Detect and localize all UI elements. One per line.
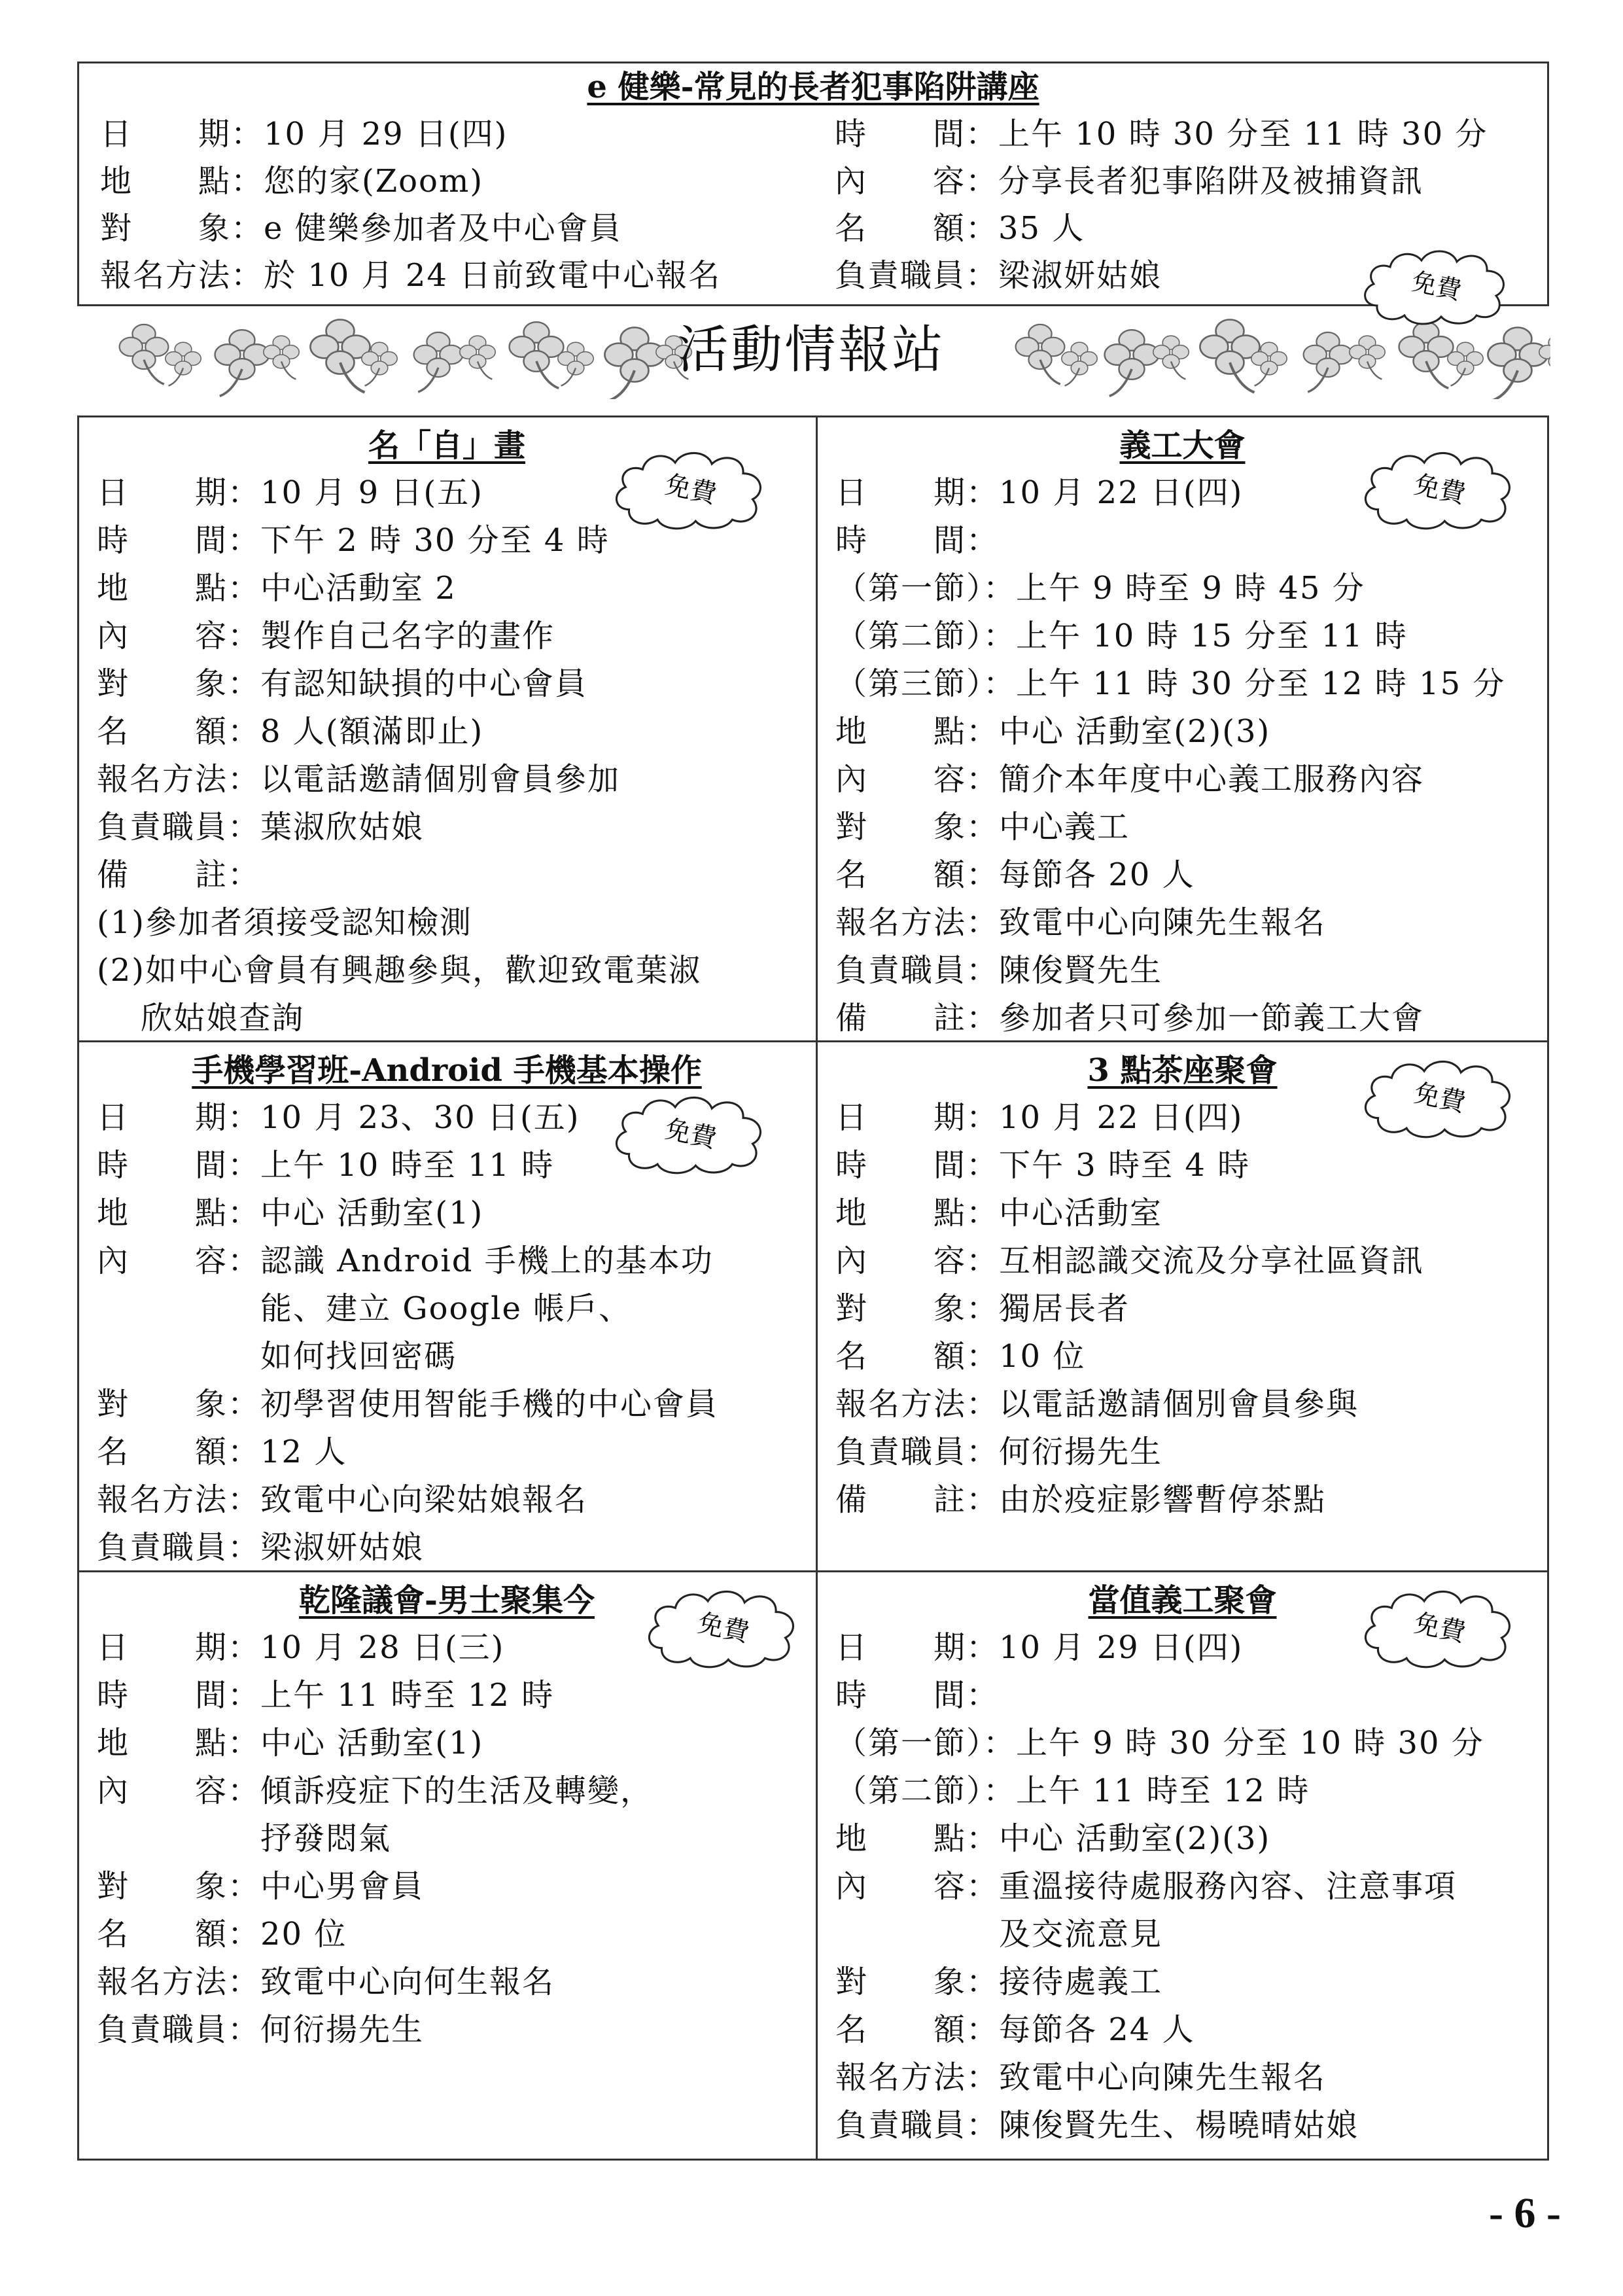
free-badge-event	[1357, 1583, 1521, 1672]
event-detail-line: 負責職員：葉淑欣姑娘	[97, 809, 425, 845]
event-title-text: 手機學習班-Android 手機基本操作	[192, 1052, 702, 1089]
event-detail-line: 時 間：下午 2 時 30 分至 4 時	[97, 522, 610, 559]
event-detail-line: 如何找回密碼	[97, 1338, 457, 1375]
free-badge-label: 免費	[1409, 266, 1464, 306]
event-detail-line: 名 額：12 人	[97, 1434, 347, 1470]
event-detail-line: 名 額：20 位	[97, 1916, 347, 1952]
event-title-text: 乾隆議會-男士聚集今	[299, 1582, 595, 1619]
event-detail-line: 名 額：8 人(額滿即止)	[97, 713, 484, 750]
page-number: - 6 -	[1489, 2189, 1561, 2237]
free-badge-event	[1357, 445, 1521, 533]
event-detail-line: 負責職員：陳俊賢先生	[835, 952, 1163, 989]
event-detail-line: 時 間：	[835, 522, 1000, 559]
top-event-detail-left: 日 期：10 月 29 日(四)	[100, 116, 508, 152]
event-detail-line: 報名方法：致電中心向梁姑娘報名	[97, 1481, 588, 1518]
event-detail-line: 對 象：中心義工	[835, 809, 1130, 845]
event-detail-line: 對 象：中心男會員	[97, 1868, 425, 1905]
free-badge-event	[641, 1583, 805, 1672]
top-event-box	[77, 62, 1549, 306]
free-badge-label: 免費	[695, 1608, 752, 1648]
event-title-text: 義工大會	[1119, 427, 1246, 464]
top-event-detail-left: 地 點：您的家(Zoom)	[100, 163, 484, 200]
event-detail-line: 抒發悶氣	[97, 1820, 392, 1857]
event-detail-line: 備 註：由於疫症影響暫停茶點	[835, 1481, 1327, 1518]
event-detail-line: 負責職員：梁淑妍姑娘	[97, 1529, 425, 1566]
event-detail-line: 內 容：重溫接待處服務內容、注意事項	[835, 1868, 1457, 1905]
cloud-badge-shape	[608, 445, 772, 533]
event-detail-line: （第一節）：上午 9 時至 9 時 45 分	[835, 570, 1365, 607]
event-detail-line: 時 間：上午 10 時至 11 時	[97, 1147, 555, 1184]
event-detail-line: 內 容：認識 Android 手機上的基本功	[97, 1243, 714, 1279]
event-title-text: 當值義工聚會	[1088, 1582, 1277, 1619]
top-event-detail-right: 負責職員：梁淑妍姑娘	[835, 257, 1162, 294]
event-detail-line: 備 註：參加者只可參加一節義工大會	[835, 1000, 1425, 1036]
event-detail-line: （第二節）：上午 11 時至 12 時	[835, 1773, 1310, 1809]
free-badge-label: 免費	[1411, 1078, 1469, 1118]
event-title	[77, 1047, 816, 1094]
event-detail-line: 地 點：中心活動室 2	[97, 570, 457, 607]
event-detail-line: 時 間：下午 3 時至 4 時	[835, 1147, 1251, 1184]
event-detail-line: 日 期：10 月 9 日(五)	[97, 474, 483, 511]
cloud-badge-shape	[608, 1089, 772, 1178]
top-event-detail-right: 名 額：35 人	[835, 210, 1085, 247]
event-detail-line: 負責職員：何衍揚先生	[97, 2011, 425, 2048]
free-badge-label: 免費	[1411, 1608, 1469, 1648]
event-detail-line: 內 容：互相認識交流及分享社區資訊	[835, 1243, 1425, 1279]
banner-title: 活動情報站	[677, 321, 946, 380]
event-detail-line: 報名方法：以電話邀請個別會員參與	[835, 1386, 1359, 1422]
event-detail-line: 報名方法：致電中心向何生報名	[97, 1964, 555, 2000]
event-detail-line: 日 期：10 月 28 日(三)	[97, 1629, 505, 1666]
cloud-badge-shape	[641, 1583, 805, 1672]
event-detail-line: (1)參加者須接受認知檢測	[97, 904, 472, 941]
top-event-detail-left: 報名方法：於 10 月 24 日前致電中心報名	[100, 257, 722, 294]
event-title-text: 3 點茶座聚會	[1087, 1052, 1278, 1089]
event-detail-line: （第二節）：上午 10 時 15 分至 11 時	[835, 618, 1408, 654]
event-detail-line: 內 容：簡介本年度中心義工服務內容	[835, 761, 1425, 798]
event-detail-line: 時 間：	[835, 1677, 1000, 1714]
event-detail-line: 地 點：中心 活動室(2)(3)	[835, 1820, 1271, 1857]
event-detail-line: 報名方法：以電話邀請個別會員參加	[97, 761, 621, 798]
event-detail-line: （第一節）：上午 9 時 30 分至 10 時 30 分	[835, 1725, 1484, 1761]
event-detail-line: 對 象：獨居長者	[835, 1290, 1130, 1327]
event-detail-line: 地 點：中心 活動室(1)	[97, 1195, 484, 1231]
event-detail-line: 日 期：10 月 22 日(四)	[835, 1099, 1244, 1136]
cloud-badge-shape	[1357, 1053, 1521, 1142]
top-event-detail-right: 時 間：上午 10 時 30 分至 11 時 30 分	[835, 116, 1488, 152]
top-event-detail-left: 對 象：e 健樂參加者及中心會員	[100, 210, 622, 247]
top-event-title: e 健樂-常見的長者犯事陷阱講座	[587, 69, 1039, 105]
event-detail-line: 名 額：每節各 20 人	[835, 857, 1195, 893]
event-detail-line: 日 期：10 月 23、30 日(五)	[97, 1099, 580, 1136]
free-badge-event	[608, 445, 772, 533]
cloud-badge-shape	[1357, 445, 1521, 533]
free-badge-label: 免費	[662, 1114, 720, 1154]
event-detail-line: 報名方法：致電中心向陳先生報名	[835, 2059, 1327, 2096]
cloud-badge-shape	[1357, 1583, 1521, 1672]
event-detail-line: (2)如中心會員有興趣參與，歡迎致電葉淑	[97, 952, 701, 989]
free-badge-top	[1357, 243, 1514, 328]
event-detail-line: 內 容：製作自己名字的畫作	[97, 618, 555, 654]
event-detail-line: 對 象：初學習使用智能手機的中心會員	[97, 1386, 719, 1422]
event-detail-line: 名 額：每節各 24 人	[835, 2011, 1195, 2048]
event-detail-line: 備 註：	[97, 857, 261, 893]
event-detail-line: 地 點：中心活動室	[835, 1195, 1163, 1231]
event-detail-line: 及交流意見	[835, 1916, 1163, 1952]
event-detail-line: 負責職員：陳俊賢先生、楊曉晴姑娘	[835, 2107, 1359, 2144]
event-detail-line: 負責職員：何衍揚先生	[835, 1434, 1163, 1470]
event-detail-line: 地 點：中心 活動室(2)(3)	[835, 713, 1271, 750]
free-badge-event	[1357, 1053, 1521, 1142]
event-detail-line: 日 期：10 月 22 日(四)	[835, 474, 1244, 511]
event-detail-line: 地 點：中心 活動室(1)	[97, 1725, 484, 1761]
free-badge-event	[608, 1089, 772, 1178]
event-detail-line: 內 容：傾訴疫症下的生活及轉變，	[97, 1773, 654, 1809]
event-detail-line: 報名方法：致電中心向陳先生報名	[835, 904, 1327, 941]
event-detail-line: 欣姑娘查詢	[97, 1000, 305, 1036]
event-detail-line: （第三節）：上午 11 時 30 分至 12 時 15 分	[835, 665, 1506, 702]
event-detail-line: 名 額：10 位	[835, 1338, 1086, 1375]
event-detail-line: 對 象：接待處義工	[835, 1964, 1163, 2000]
grid-divider-vertical	[816, 415, 818, 2161]
event-detail-line: 對 象：有認知缺損的中心會員	[97, 665, 588, 702]
cloud-badge-shape	[1357, 243, 1514, 328]
free-badge-label: 免費	[1411, 469, 1469, 510]
event-detail-line: 時 間：上午 11 時至 12 時	[97, 1677, 555, 1714]
free-badge-label: 免費	[662, 469, 720, 510]
top-event-detail-right: 內 容：分享長者犯事陷阱及被捕資訊	[835, 163, 1424, 200]
event-detail-line: 日 期：10 月 29 日(四)	[835, 1629, 1244, 1666]
event-title-text: 名「自」畫	[368, 427, 525, 464]
event-detail-line: 能、建立 Google 帳戶、	[97, 1290, 632, 1327]
